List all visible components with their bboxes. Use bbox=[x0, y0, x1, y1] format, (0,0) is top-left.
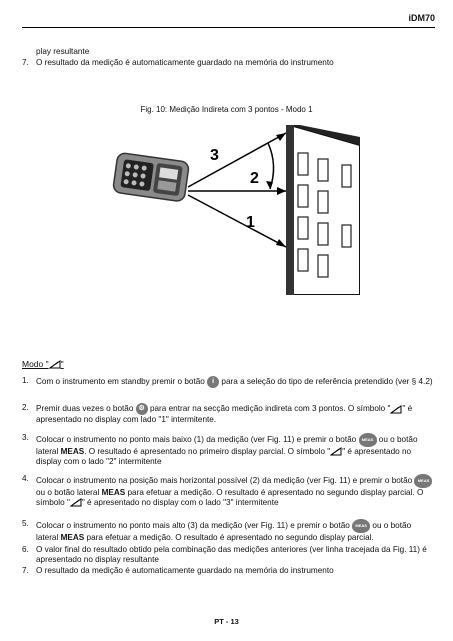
step-7 bbox=[22, 566, 435, 576]
step-number: 5. bbox=[22, 519, 29, 528]
figure-caption: Fig. 10: Medição Indireta com 3 pontos - Modo 1 bbox=[140, 105, 313, 114]
step-text-cont2: para efetuar a medição. O resultado é apresentado no segundo display parcial. O símbolo " bbox=[36, 488, 424, 507]
step-text-cont2: . O resultado é apresentado no primeiro display parcial. O símbolo " bbox=[84, 447, 331, 456]
item-text: O resultado da medição é automaticamente guardado na memória do instrumento bbox=[36, 58, 334, 67]
label-2: 2 bbox=[250, 170, 259, 187]
header-model: iDM70 bbox=[408, 13, 435, 23]
step-text: Premir duas vezes o botão bbox=[36, 404, 134, 414]
step-text-end: " é apresentado no display com o lado "3" intermitente bbox=[81, 498, 279, 507]
step-text-end: " é apresentado no display com lado "1" intermitente. bbox=[36, 404, 413, 424]
step-text: Colocar o instrumento no ponto mais alto (3) da medição (ver Fig. 11) e premir o botão bbox=[36, 521, 350, 531]
function-button-icon: ⚙ bbox=[136, 403, 148, 415]
item-number: 7. bbox=[22, 58, 29, 67]
header-divider bbox=[22, 27, 435, 28]
mode-title bbox=[22, 359, 64, 369]
step-4 bbox=[22, 474, 435, 508]
step-text-cont: para entrar na secção medição indireta com 3 pontos. O símbolo " bbox=[149, 404, 391, 414]
triangle-measure-icon bbox=[70, 498, 82, 507]
step-text: Com o instrumento em standby premir o botão bbox=[36, 377, 205, 387]
label-1: 1 bbox=[246, 214, 255, 231]
step-5 bbox=[22, 519, 435, 543]
top-item-7 bbox=[22, 58, 435, 68]
step-text-end: para efetuar a medição. O resultado é apresentado no segundo display parcial. bbox=[86, 533, 374, 542]
label-3: 3 bbox=[210, 147, 219, 164]
rangefinder-illustration bbox=[113, 152, 190, 202]
meas-button-icon: MEAS bbox=[352, 519, 370, 533]
step-text-cont: ou o botão lateral bbox=[36, 488, 100, 497]
triangle-measure-icon bbox=[49, 360, 61, 369]
step-number: 4. bbox=[22, 474, 29, 483]
step-3 bbox=[22, 433, 435, 467]
step-6 bbox=[22, 545, 435, 565]
step-text: Colocar o instrumento na posição mais horizontal possível (2) da medição (ver Fig. 11) e premir o botão bbox=[36, 476, 413, 486]
step-number: 6. bbox=[22, 545, 29, 554]
mode-title-text: Modo " bbox=[22, 359, 49, 369]
step-number: 2. bbox=[22, 403, 29, 412]
meas-label: MEAS bbox=[60, 447, 85, 456]
figure-drawing bbox=[110, 125, 360, 295]
triangle-measure-icon bbox=[390, 405, 402, 414]
page-number: PT - 13 bbox=[214, 617, 239, 626]
continuation-text: play resultante bbox=[36, 47, 90, 56]
meas-label: MEAS bbox=[101, 488, 126, 497]
info-button-icon: i bbox=[207, 376, 219, 388]
step-text-cont: ou o botão lateral bbox=[36, 521, 412, 542]
step-number: 1. bbox=[22, 376, 29, 385]
meas-button-icon: MEAS bbox=[414, 474, 432, 488]
step-text-end: " é apresentado no display com o lado "2" intermitente bbox=[36, 447, 412, 466]
step-text: O resultado da medição é automaticamente guardado na memória do instrumento bbox=[36, 566, 334, 575]
figure-indirect-measurement bbox=[110, 125, 360, 295]
mode-title-end: " bbox=[60, 359, 64, 369]
building-illustration bbox=[286, 125, 360, 295]
step-number: 3. bbox=[22, 433, 29, 442]
measure-line-3 bbox=[188, 133, 286, 187]
step-1 bbox=[22, 376, 435, 388]
triangle-measure-icon bbox=[330, 447, 342, 456]
meas-label: MEAS bbox=[60, 533, 85, 542]
step-number: 7. bbox=[22, 566, 29, 575]
measure-line-1 bbox=[188, 195, 286, 247]
step-text: Colocar o instrumento no ponto mais baixo (1) da medição (ver Fig. 11) e premir o botão bbox=[36, 435, 357, 445]
step-text: O valor final do resultado obtido pela combinação das medições anteriores (ver linha tracejada da Fig. 11) é apresentado no display resultante bbox=[36, 545, 427, 564]
step-2 bbox=[22, 403, 435, 425]
step-text-cont: para a seleção do tipo de referência pretendido (ver § 4.2) bbox=[221, 377, 433, 387]
step-text-cont: ou o botão lateral bbox=[36, 435, 418, 456]
meas-button-icon: MEAS bbox=[359, 433, 377, 447]
